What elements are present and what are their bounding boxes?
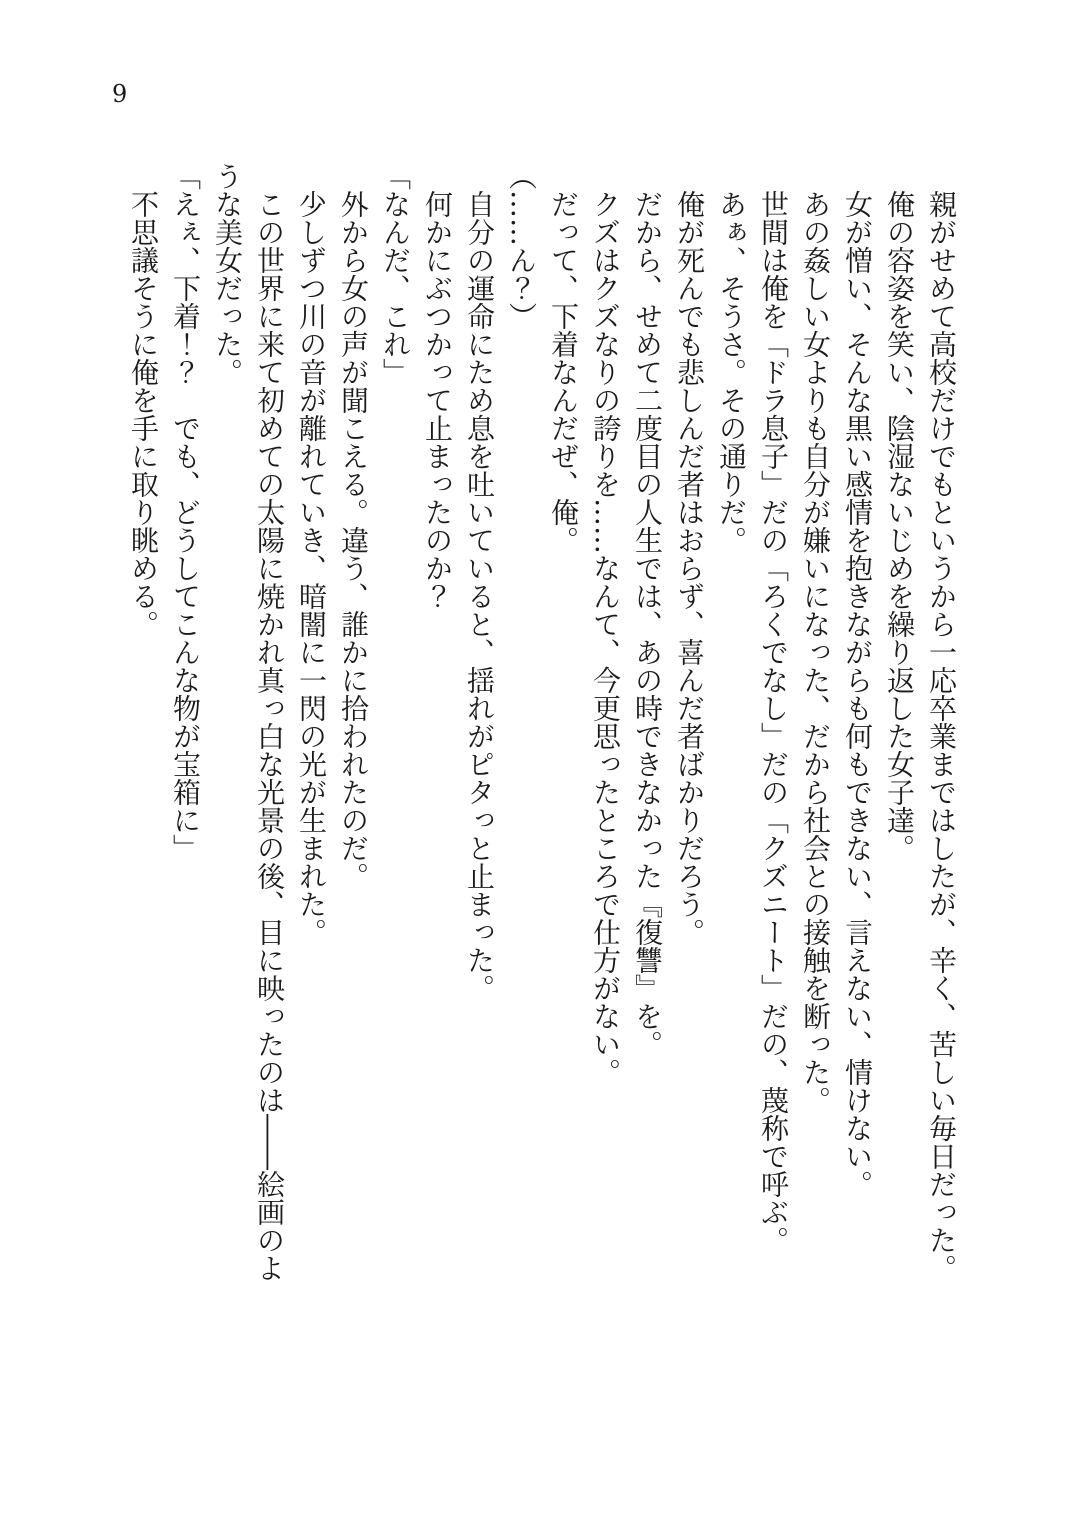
text-line: 外から女の声が聞こえる。違う、誰かに拾われたのだ。 (337, 190, 370, 890)
page-number: 9 (112, 80, 128, 108)
text-line: 俺の容姿を笑い、陰湿ないじめを繰り返した女子達。 (883, 190, 916, 862)
text-line: 「えぇ、下着！？ でも、どうしてこんな物が宝箱に」 (169, 162, 202, 862)
text-line: クズはクズなりの誇りを……なんて、今更思ったところで仕方がない。 (589, 190, 622, 1086)
text-line: 不思議そうに俺を手に取り眺める。 (127, 190, 160, 638)
text-line: 少しずつ川の音が離れていき、暗闇に一閃の光が生まれた。 (295, 190, 328, 946)
text-block (122, 162, 962, 1297)
text-line: 自分の運命にため息を吐いていると、揺れがピタっと止まった。 (463, 190, 496, 1002)
text-line: だって、下着なんだぜ、俺。 (547, 190, 580, 554)
text-line: 「なんだ、これ」 (379, 162, 412, 386)
text-line: この世界に来て初めての太陽に焼かれ真っ白な光景の後、目に映ったのは――絵画のよ (253, 190, 286, 1282)
text-line: 世間は俺を「ドラ息子」だの「ろくでなし」だの「クズニート」だの、蔑称で呼ぶ。 (757, 190, 790, 1254)
text-line: うな美女だった。 (211, 162, 244, 386)
text-line: 親がせめて高校だけでもというから一応卒業まではしたが、辛く、苦しい毎日だった。 (925, 190, 958, 1282)
text-line: （……ん？） (505, 162, 538, 330)
text-line: 俺が死んでも悲しんだ者はおらず、喜んだ者ばかりだろう。 (673, 190, 706, 946)
text-line: だから、せめて二度目の人生では、あの時できなかった『復讐』を。 (631, 190, 664, 1058)
text-line: 何かにぶつかって止まったのか？ (421, 190, 454, 610)
text-line: 女が憎い、そんな黒い感情を抱きながらも何もできない、言えない、情けない。 (841, 190, 874, 1198)
text-line: あの姦しい女よりも自分が嫌いになった、だから社会との接触を断った。 (799, 190, 832, 1114)
text-line: あぁ、そうさ。その通りだ。 (715, 190, 748, 554)
